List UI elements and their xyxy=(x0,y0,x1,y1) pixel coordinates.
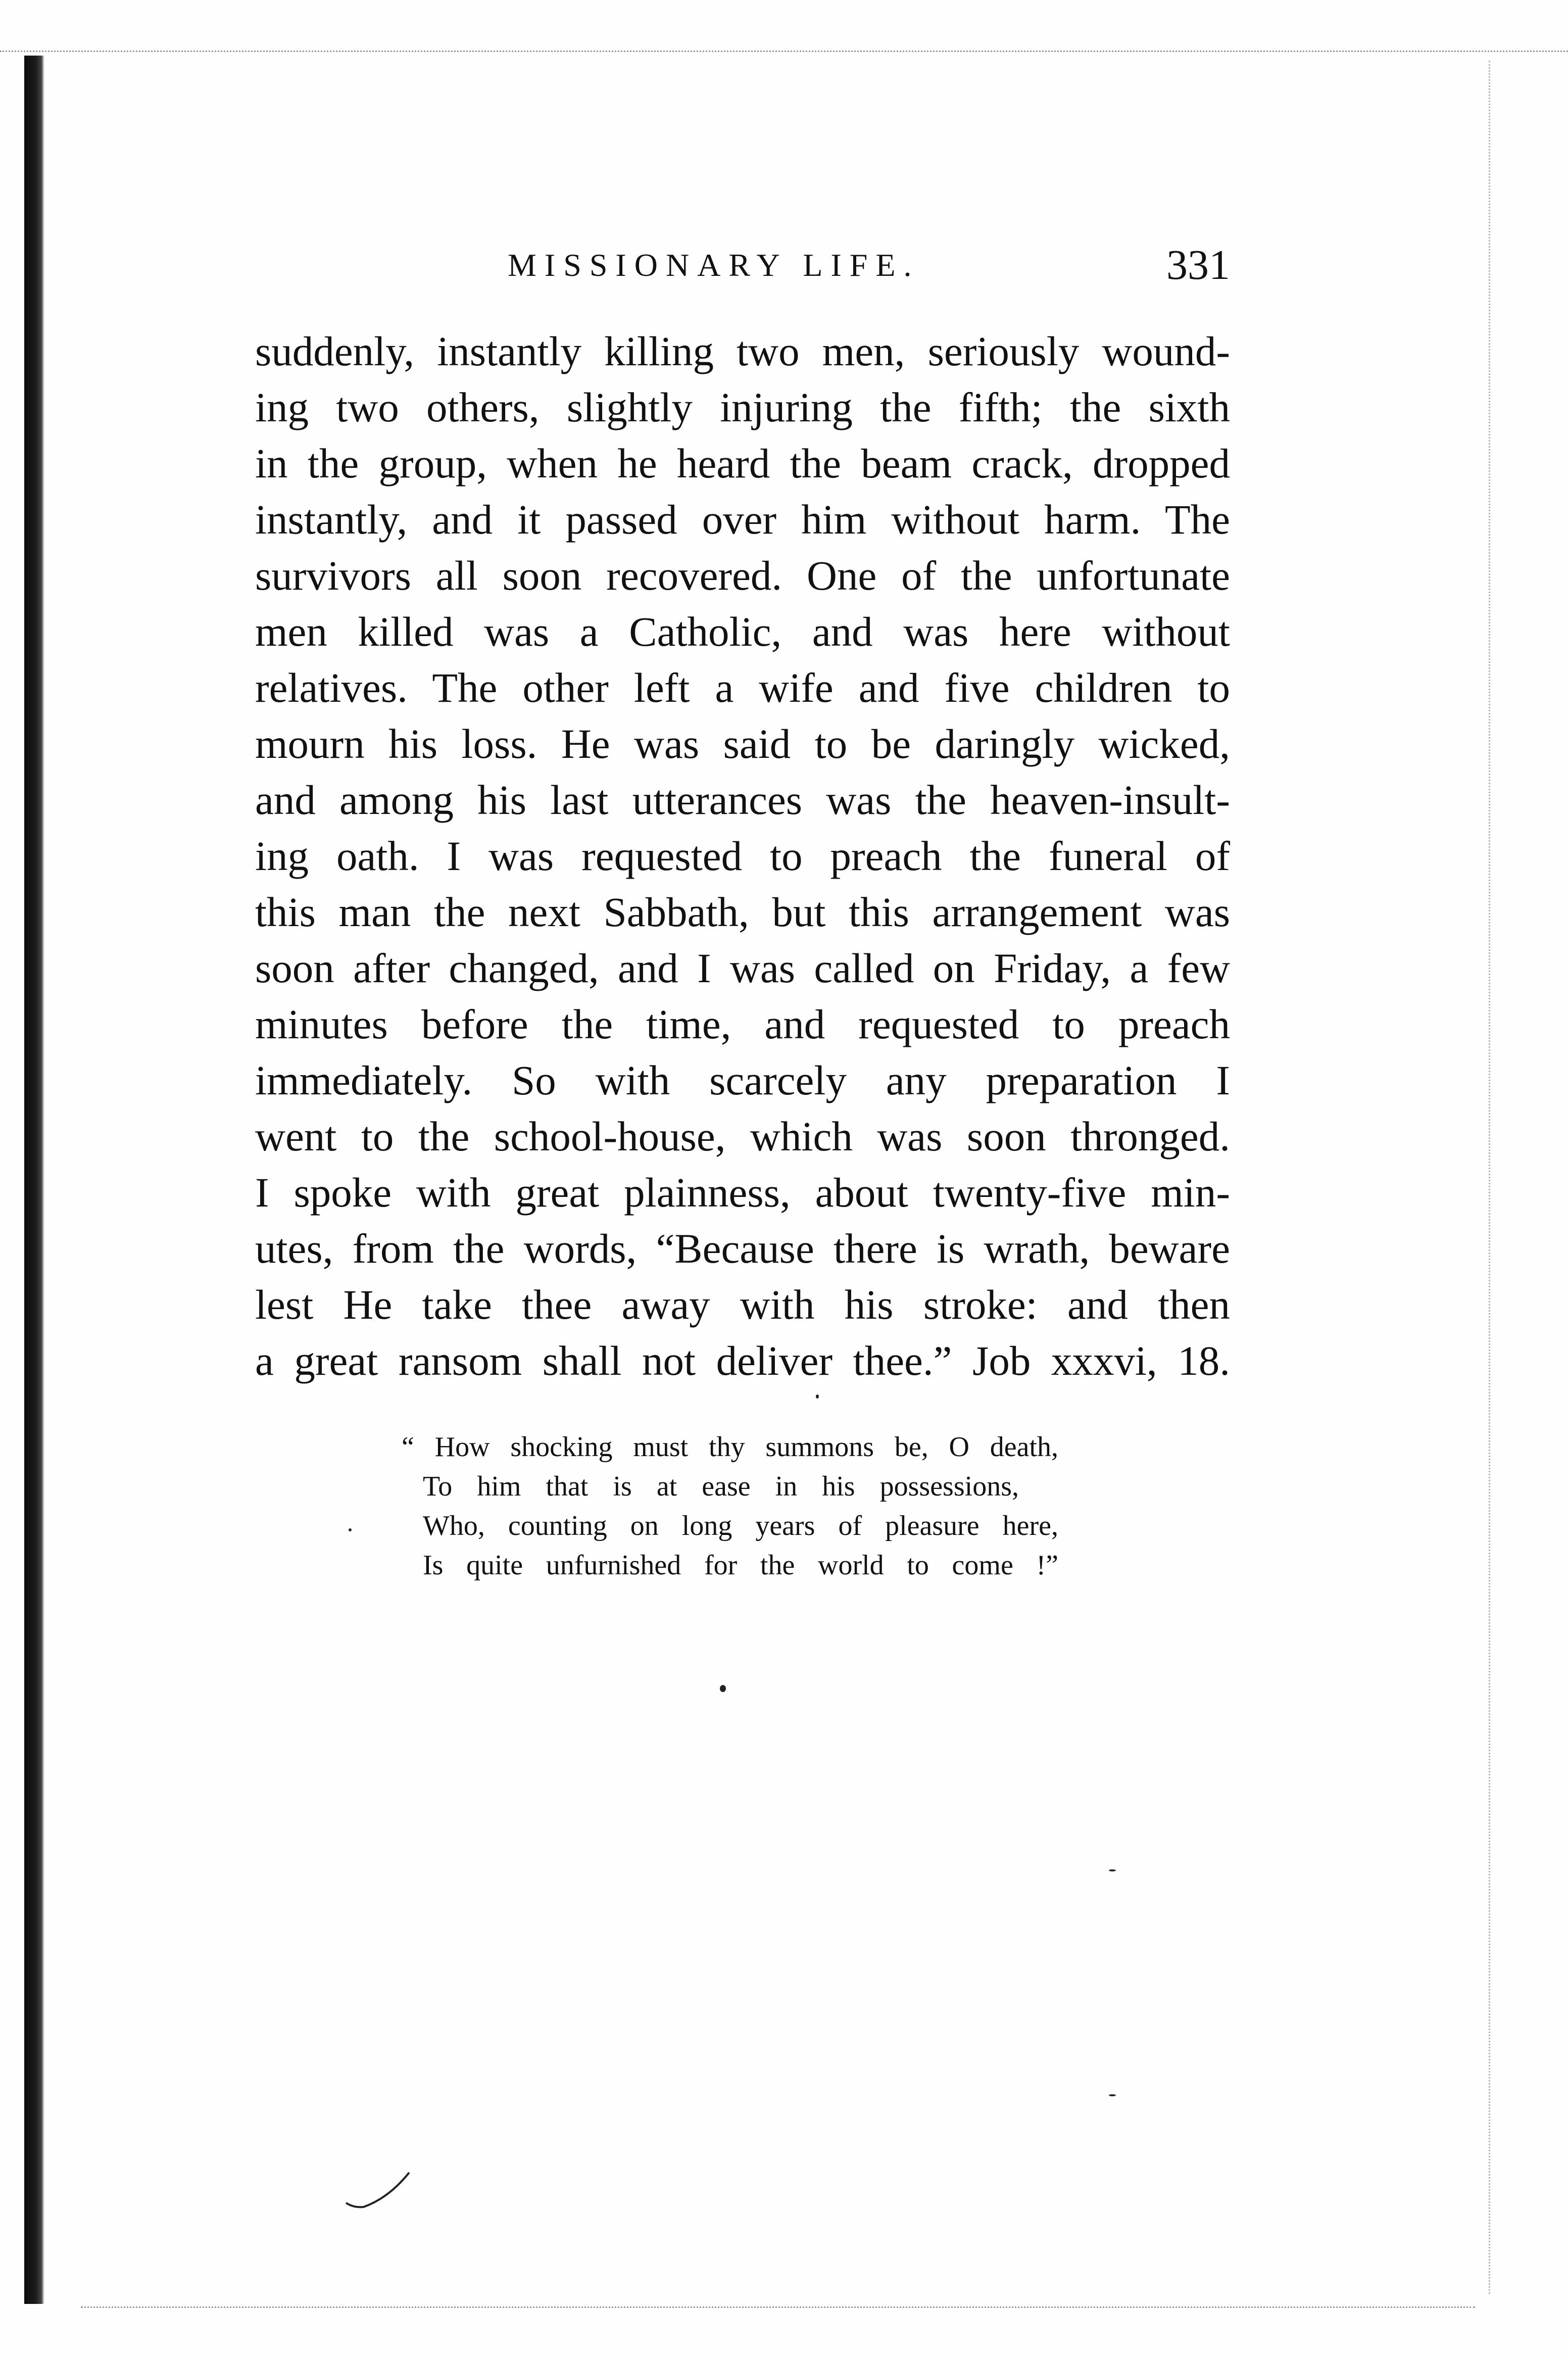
body-line: and among his last utterances was the heaven-insult- xyxy=(255,777,1230,823)
body-line: soon after changed, and I was called on Friday, a few xyxy=(255,945,1230,991)
body-line: this man the next Sabbath, but this arrangement was xyxy=(255,889,1230,935)
body-line: went to the school-house, which was soon thronged. xyxy=(255,1113,1230,1160)
body-line: immediately. So with scarcely any preparation I xyxy=(255,1057,1230,1103)
body-line: men killed was a Catholic, and was here without xyxy=(255,608,1230,655)
body-line: I spoke with great plainness, about twenty-five min- xyxy=(255,1169,1230,1216)
body-line: lest He take thee away with his stroke: and then xyxy=(255,1281,1230,1328)
running-header xyxy=(255,232,1230,298)
body-line: minutes before the time, and requested to preach xyxy=(255,1001,1230,1047)
body-line: a great ransom shall not deliver thee.” Job xxxvi, 18. xyxy=(255,1337,1230,1384)
poem-line: Is quite unfurnished for the world to come !” xyxy=(423,1550,1058,1581)
pencil-stroke-mark xyxy=(344,2168,414,2213)
poem-line: To him that is at ease in his possessions, xyxy=(423,1471,1019,1502)
poem-line: Who, counting on long years of pleasure here, xyxy=(423,1510,1058,1542)
body-line: suddenly, instantly killing two men, seriously wound- xyxy=(255,328,1230,374)
right-scan-edge xyxy=(1489,61,1492,2294)
running-title: MISSIONARY LIFE. xyxy=(508,247,920,283)
ink-speck xyxy=(1109,1869,1116,1871)
body-line: ing oath. I was requested to preach the funeral of xyxy=(255,833,1230,879)
binding-edge-shadow xyxy=(24,56,44,2304)
poem-quotation xyxy=(402,1427,1058,1585)
ink-speck xyxy=(816,1394,819,1399)
body-line: survivors all soon recovered. One of the unfortunate xyxy=(255,552,1230,599)
top-scan-edge xyxy=(0,51,1568,55)
ink-speck xyxy=(720,1685,726,1692)
body-line: ing two others, slightly injuring the fifth; the sixth xyxy=(255,384,1230,430)
body-paragraph xyxy=(255,323,1230,1389)
poem-line: “ How shocking must thy summons be, O death, xyxy=(402,1431,1058,1463)
body-line: instantly, and it passed over him without harm. The xyxy=(255,496,1230,543)
ink-speck xyxy=(1109,2094,1116,2096)
page-number: 331 xyxy=(1166,242,1230,288)
bottom-scan-edge xyxy=(81,2306,1475,2311)
body-line: mourn his loss. He was said to be daringly wicked, xyxy=(255,720,1230,767)
body-line: utes, from the words, “Because there is wrath, beware xyxy=(255,1225,1230,1272)
ink-speck xyxy=(349,1528,352,1531)
body-line: in the group, when he heard the beam crack, dropped xyxy=(255,440,1230,487)
body-line: relatives. The other left a wife and five children to xyxy=(255,664,1230,711)
